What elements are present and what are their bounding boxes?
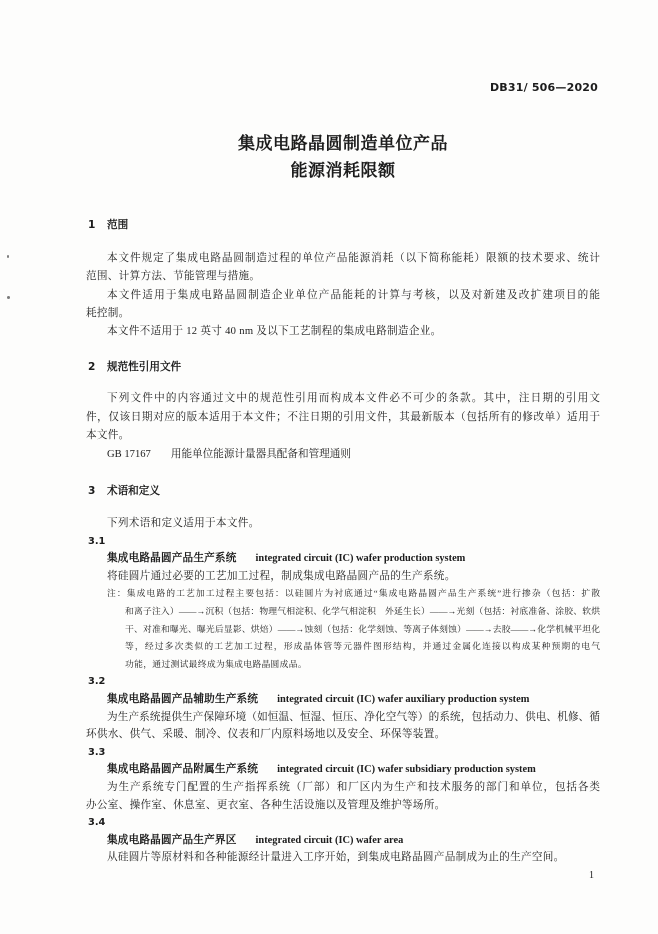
paragraph-line: 本文件规定了集成电路晶圆制造过程的单位产品能源消耗（以下简称能耗）限额的技术要求、统计 — [107, 253, 600, 264]
term-heading — [86, 550, 600, 568]
definition-line: 为生产系统专门配置的生产指挥系统（厂部）和厂区内为生产和技术服务的部门和单位，包括各类 — [107, 781, 600, 793]
paragraph-line: 件，仅该日期对应的版本适用于本文件；不注日期的引用文件，其最新版本（包括所有的修改单）适用于 — [86, 411, 600, 423]
term-en: integrated circuit (IC) wafer area — [255, 834, 404, 846]
section-3-body — [86, 515, 600, 867]
term-zh: 集成电路晶圆产品生产系统 — [107, 552, 237, 565]
definition-line: 办公室、操作室、休息室、更衣室、各种生活设施以及管理及维护等场所。 — [86, 799, 446, 811]
page-number: 1 — [589, 870, 594, 881]
term-en: integrated circuit (IC) wafer production system — [255, 553, 466, 565]
paragraph-line: 耗控制。 — [86, 307, 130, 319]
term-number: 3.4 — [88, 817, 106, 829]
section-heading — [86, 358, 181, 376]
section-number: 3 — [88, 485, 96, 497]
paragraph-line: 本文件。 — [86, 430, 130, 442]
section-1-body — [86, 250, 600, 341]
section-heading — [86, 482, 160, 500]
term-en: integrated circuit (IC) wafer subsidiary production system — [277, 764, 536, 776]
section-number: 1 — [88, 219, 96, 231]
term-zh: 集成电路晶圆产品生产界区 — [107, 833, 237, 846]
title-line: 能源消耗限额 — [290, 161, 396, 181]
term-heading — [86, 691, 600, 709]
note-line: 干、对准和曝光、曝光后显影、烘焙）——→蚀刻（包括：化学刻蚀、等离子体刻蚀）——→去胶——→化学机械平坦化 — [125, 623, 600, 634]
term-number: 3.1 — [88, 535, 106, 547]
section-title: 范围 — [107, 219, 129, 231]
section-number: 2 — [88, 361, 96, 373]
definition-line: 从硅圆片等原材料和各种能源经计量进入工序开始，到集成电路晶圆产品制成为止的生产空间。 — [107, 852, 565, 864]
term-en: integrated circuit (IC) wafer auxiliary production system — [277, 693, 530, 705]
note-line: 和离子注入）——→沉积（包括：物理气相淀积、化学气相淀积 外延生长）——→光刻（包括：衬底准备、涂胶、软烘 — [125, 605, 600, 616]
paragraph-line: 本文件不适用于 12 英寸 40 nm 及以下工艺制程的集成电路制造企业。 — [107, 326, 442, 338]
definition-line: 为生产系统提供生产保障环境（如恒温、恒湿、恒压、净化空气等）的系统，包括动力、供电、机修、循 — [107, 711, 600, 723]
reference-entry — [86, 446, 600, 465]
note-line: 注：集成电路的工艺加工过程主要包括：以硅圆片为衬底通过“集成电路晶圆产品生产系统”进行掺杂（包括：扩散 — [107, 588, 600, 599]
paragraph-line: 下列文件中的内容通过文中的规范性引用而构成本文件必不可少的条款。其中，注日期的引用文 — [107, 393, 600, 404]
definition-line: 环供水、供气、采暖、制冷、仪表和厂内原料场地以及安全、环保等装置。 — [86, 729, 446, 741]
term-heading — [86, 832, 600, 850]
definition-line: 将硅圆片通过必要的工艺加工过程，制成集成电路晶圆产品的生产系统。 — [107, 570, 456, 582]
term-zh: 集成电路晶圆产品附属生产系统 — [107, 763, 259, 776]
scan-mark — [7, 255, 9, 258]
section-title: 术语和定义 — [107, 485, 160, 497]
section-intro: 下列术语和定义适用于本文件。 — [107, 518, 260, 529]
section-2-body — [86, 390, 600, 464]
paragraph-line: 本文件适用于集成电路晶圆制造企业单位产品能耗的计算与考核，以及对新建及改扩建项目的能 — [107, 289, 600, 301]
note-line: 等，经过多次类似的工艺加工过程，形成晶体管等元器件图形结构，并通过金属化连接以构成某种预期的电气 — [125, 641, 600, 652]
note-line: 功能，通过测试最终成为集成电路晶圆成品。 — [125, 658, 307, 669]
term-zh: 集成电路晶圆产品辅助生产系统 — [107, 692, 259, 705]
scan-mark — [7, 296, 10, 299]
paragraph-line: 范围、计算方法、节能管理与措施。 — [86, 271, 261, 283]
term-number: 3.3 — [88, 746, 106, 758]
title-line: 集成电路晶圆制造单位产品 — [238, 134, 448, 154]
section-title: 规范性引用文件 — [107, 361, 182, 373]
reference-title: 用能单位能源计量器具配备和管理通则 — [170, 448, 351, 460]
term-number: 3.2 — [88, 676, 106, 688]
term-heading — [86, 761, 600, 779]
reference-code: GB 17167 — [107, 448, 151, 460]
standard-code: DB31/ 506—2020 — [489, 81, 598, 94]
document-title — [86, 131, 600, 185]
section-heading — [86, 216, 128, 234]
